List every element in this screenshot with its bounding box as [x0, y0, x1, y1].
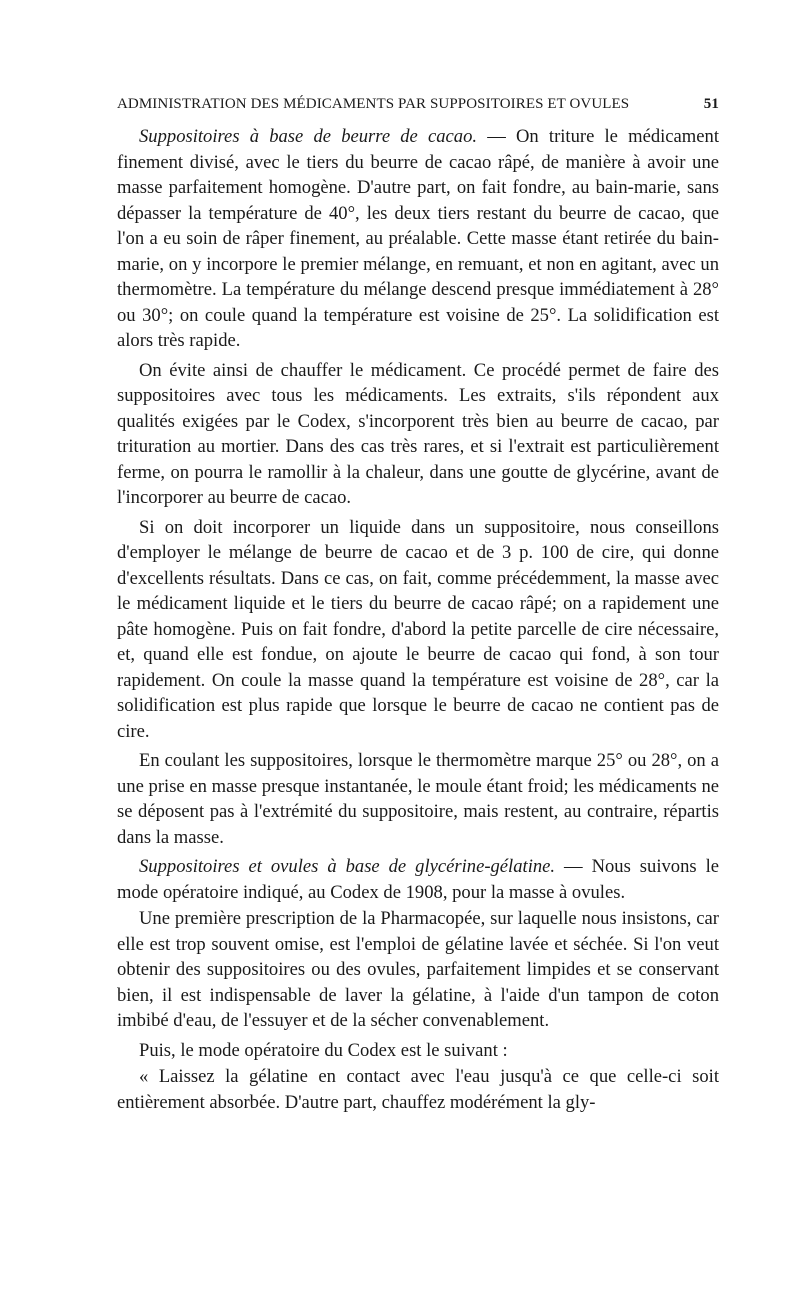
paragraph-liquid-incorporation: Si on doit incorporer un liquide dans un suppositoire, nous conseillons d'employer le mélange de beurre de cacao et de 3 p. 100 de cire, qui donne d'excellents résultats. Dans ce cas, on fait, comme précédemment, la masse avec le médicament liquide et le tiers du beurre de cacao râpé; on a rapidement une pâte homogène. Puis on fait fondre, d'abord la petite parcelle de cire nécessaire, et, quand elle est fondue, on ajoute le beurre de cacao qui fond, à son tour rapidement. On coule la masse quand la température est voisine de 28°, car la solidification est plus rapide que lorsque le beurre de cacao ne contient pas de cire.	[117, 516, 719, 742]
section-heading-glycerine-gelatine: Suppositoires et ovules à base de glycérine-gélatine.	[139, 856, 556, 877]
section-heading-cocoa-butter: Suppositoires à base de beurre de cacao.	[139, 126, 478, 147]
book-page	[117, 96, 719, 1119]
paragraph-cocoa-butter	[117, 124, 719, 354]
paragraph-codex-quote: « Laissez la gélatine en contact avec l'eau jusqu'à ce que celle-ci soit entièrement absorbée. D'autre part, chauffez modérément la gly-	[117, 1066, 719, 1113]
paragraph-text: — Nous suivons le mode opératoire indiqué, au Codex de 1908, pour la masse à ovules.	[117, 856, 719, 903]
page-number: 51	[703, 96, 719, 112]
running-header	[117, 96, 719, 118]
paragraph-pouring: En coulant les suppositoires, lorsque le thermomètre marque 25° ou 28°, on a une prise en masse presque instantanée, le moule étant froid; les médicaments ne se déposent pas à l'extrémité du suppositoire, mais restent, au contraire, répartis dans la masse.	[117, 750, 719, 848]
paragraph-washed-gelatine: Une première prescription de la Pharmacopée, sur laquelle nous insistons, car elle est trop souvent omise, est l'emploi de gélatine lavée et séchée. Si l'on veut obtenir des suppositoires ou des ovules, parfaitement limpides et se conservant bien, il est indispensable de laver la gélatine, à l'aide d'un tampon de coton imbibé d'eau, de l'essuyer et de la sécher convenablement.	[117, 908, 719, 1031]
paragraph-avoid-heating: On évite ainsi de chauffer le médicament. Ce procédé permet de faire des suppositoires avec tous les médicaments. Les extraits, s'ils répondent aux qualités exigées par le Codex, s'incorporent très bien au beurre de cacao, par trituration au mortier. Dans des cas très rares, et si l'extrait est particulièrement ferme, on pourra le ramollir à la chaleur, dans une goutte de glycérine, avant de l'incorporer au beurre de cacao.	[117, 359, 719, 508]
running-title: ADMINISTRATION DES MÉDICAMENTS PAR SUPPOSITOIRES ET OVULES	[117, 96, 630, 112]
paragraph-glycerine-gelatine	[117, 854, 719, 905]
body-text	[117, 124, 719, 1115]
paragraph-text: — On triture le médicament finement divisé, avec le tiers du beurre de cacao râpé, de manière à avoir une masse parfaitement homogène. D'autre part, on fait fondre, au bain-marie, sans dépasser la température de 40°, les deux tiers restant du beurre de cacao, que l'on a eu soin de râper finement, au préalable. Cette masse étant retirée du bain-marie, on y incorpore le premier mélange, en remuant, et non en agitant, avec un thermomètre. La température du mélange descend presque immédiatement à 28° ou 30°; on coule quand la température est voisine de 25°. La solidification est alors très rapide.	[117, 126, 719, 351]
paragraph-codex-method: Puis, le mode opératoire du Codex est le suivant :	[139, 1039, 508, 1061]
